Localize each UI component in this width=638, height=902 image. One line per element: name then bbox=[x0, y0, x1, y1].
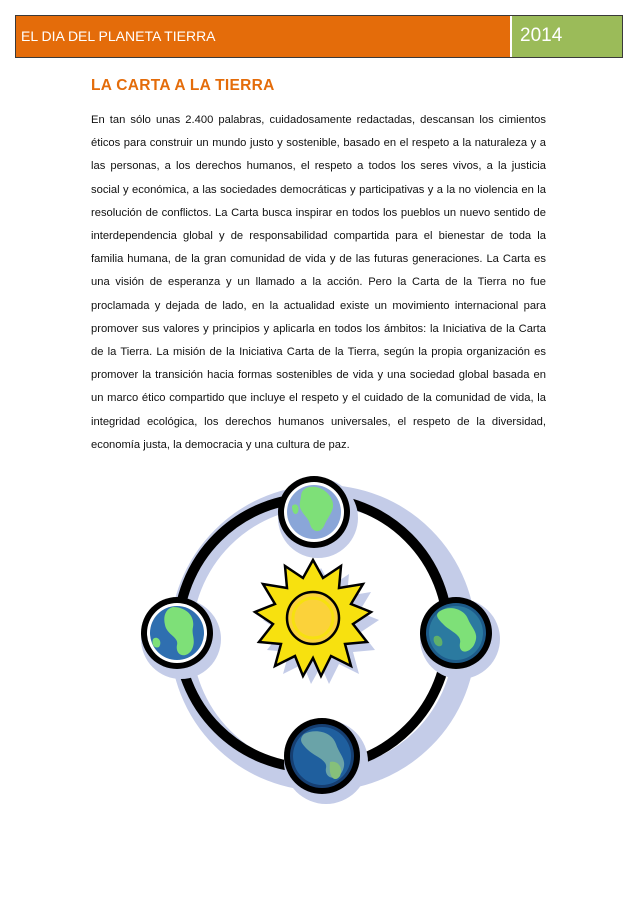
sun-icon bbox=[255, 560, 379, 684]
header-year: 2014 bbox=[512, 16, 622, 57]
article-title: LA CARTA A LA TIERRA bbox=[91, 77, 275, 94]
earth-right-icon bbox=[420, 597, 500, 679]
header-title: EL DIA DEL PLANETA TIERRA bbox=[16, 16, 512, 57]
earth-left-icon bbox=[141, 597, 221, 679]
earth-sun-illustration bbox=[128, 470, 508, 805]
earth-bottom-icon bbox=[284, 718, 368, 804]
page-header bbox=[15, 15, 623, 58]
article-body: En tan sólo unas 2.400 palabras, cuidadosamente redactadas, descansan los cimientos éticos para construir un mundo justo y sostenible, basado en el respeto a la naturaleza y a las personas, a los derechos humanos, el respeto a todos los seres vivos, a la justicia social y económica, a las sociedades democráticas y participativas y a la no violencia en la resolución de conflictos. La Carta busca inspirar en todos los pueblos un nuevo sentido de interdependencia global y de responsabilidad compartida para el bienestar de toda la familia humana, de la gran comunidad de vida y de las futuras generaciones. La Carta es una visión de esperanza y un llamado a la acción. Pero la Carta de la Tierra no fue proclamada y dejada de lado, en la actualidad existe un movimiento internacional para promover sus valores y principios y aplicarla en todos los ámbitos: la Iniciativa de la Carta de la Tierra. La misión de la Iniciativa Carta de la Tierra, según la propia organización es promover la transición hacia formas sostenibles de vida y una sociedad global basada en un marco ético compartido que incluye el respeto y el cuidado de la comunidad de vida, la integridad ecológica, los derechos humanos universales, el respeto de la diversidad, economía justa, la democracia y una cultura de paz. bbox=[91, 114, 546, 451]
